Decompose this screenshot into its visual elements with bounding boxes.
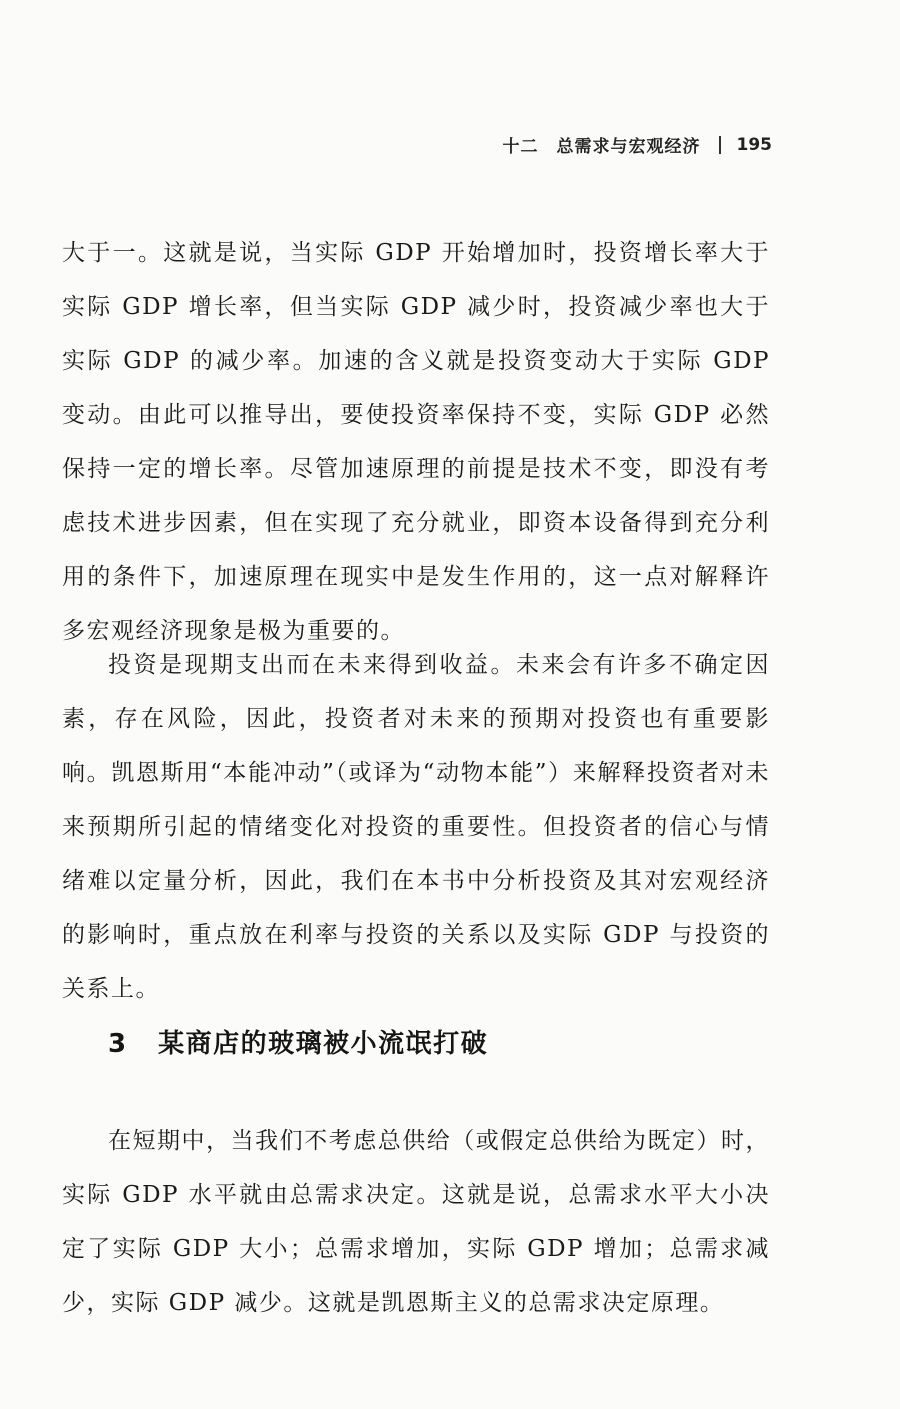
running-header (503, 132, 773, 157)
paragraph-continued (62, 226, 770, 658)
section-title: 某商店的玻璃被小流氓打破 (158, 1029, 489, 1059)
paragraph-aggregate-demand (62, 1114, 770, 1330)
page-number: 195 (736, 134, 772, 155)
paragraph-text: 大于一。这就是说，当实际 GDP 开始增加时，投资增长率大于实际 GDP 增长率，但当实际 GDP 减少时，投资减少率也大于实际 GDP 的减少率。加速的含义就是投资变动大于实际 GDP 变动。由此可以推导出，要使投资率保持不变，实际 GDP 必然保持一定的增长率。尽管加速原理的前提是技术不变，即没有考虑技术进步因素，但在实现了充分就业，即资本设备得到充分利用的条件下，加速原理在现实中是发生作用的，这一点对解释许多宏观经济现象是极为重要的。 (62, 240, 770, 644)
chapter-title: 总需求与宏观经济 (556, 137, 701, 157)
paragraph-text: 投资是现期支出而在未来得到收益。未来会有许多不确定因素，存在风险，因此，投资者对未来的预期对投资也有重要影响。凯恩斯用“本能冲动”（或译为“动物本能”）来解释投资者对未来预期所引起的情绪变化对投资的重要性。但投资者的信心与情绪难以定量分析，因此，我们在本书中分析投资及其对宏观经济的影响时，重点放在利率与投资的关系以及实际 GDP 与投资的关系上。 (62, 652, 770, 1002)
section-number: 3 (108, 1029, 128, 1059)
paragraph-investment-expectations (62, 638, 770, 1016)
header-divider (719, 136, 721, 154)
section-heading (108, 1023, 488, 1060)
paragraph-text: 在短期中，当我们不考虑总供给（或假定总供给为既定）时，实际 GDP 水平就由总需求决定。这就是说，总需求水平大小决定了实际 GDP 大小；总需求增加，实际 GDP 增加；总需求减少，实际 GDP 减少。这就是凯恩斯主义的总需求决定原理。 (62, 1128, 770, 1316)
chapter-number: 十二 (502, 137, 539, 157)
